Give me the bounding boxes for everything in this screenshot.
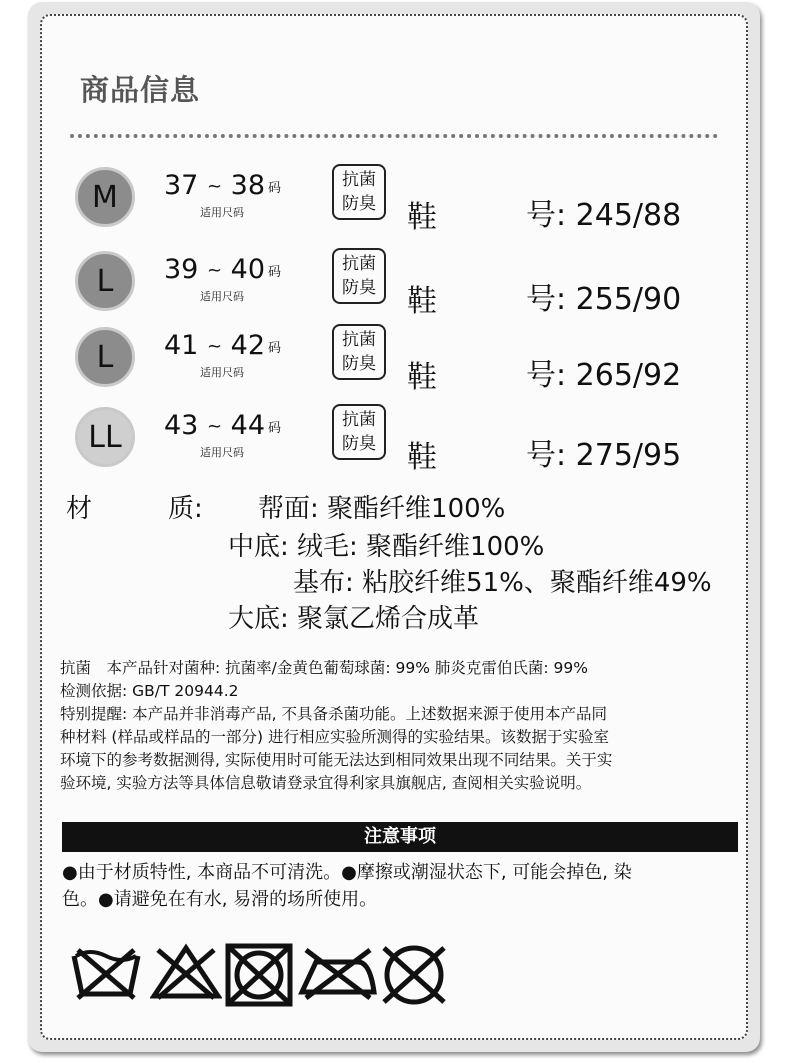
size-badge: M bbox=[75, 167, 135, 227]
notice-line: ●由于材质特性, 本商品不可清洗。●摩擦或潮湿状态下, 可能会掉色, 染 bbox=[62, 862, 632, 883]
size-range: 43 ~ 44 码 bbox=[164, 410, 282, 441]
size-badge: LL bbox=[75, 407, 135, 467]
antibacterial-stamp: 抗菌 防臭 bbox=[332, 324, 386, 380]
page-title: 商品信息 bbox=[80, 73, 201, 107]
shoe-size-number: 号: 245/88 bbox=[526, 198, 682, 233]
info-card bbox=[40, 14, 748, 1040]
frame bbox=[28, 2, 760, 1052]
no-bleach-icon bbox=[150, 942, 222, 1006]
fit-label: 适用尺码 bbox=[200, 290, 244, 303]
notice-title: 注意事项 bbox=[62, 822, 738, 852]
no-wash-icon bbox=[70, 942, 142, 1006]
material-midsole: 中底: 绒毛: 聚酯纤维100% bbox=[228, 532, 545, 562]
notice-line: 色。●请避免在有水, 易滑的场所使用。 bbox=[62, 889, 378, 910]
info-line: 抗菌 本产品针对菌种: 抗菌率/金黄色葡萄球菌: 99% 肺炎克雷伯氏菌: 99% bbox=[60, 659, 589, 677]
dotted-divider bbox=[70, 134, 718, 138]
notice-text bbox=[62, 859, 632, 913]
material-upper: 帮面: 聚酯纤维100% bbox=[258, 494, 506, 524]
no-dry-clean-icon bbox=[378, 942, 450, 1012]
no-iron-icon bbox=[298, 942, 378, 1006]
info-line: 验环境, 实验方法等具体信息敬请登录宜得利家具旗舰店, 查阅相关实验说明。 bbox=[60, 774, 592, 792]
shoe-size-number: 号: 275/95 bbox=[526, 438, 682, 473]
fit-label: 适用尺码 bbox=[200, 206, 244, 219]
shoe-label: 鞋 bbox=[407, 284, 437, 319]
size-row bbox=[40, 246, 740, 319]
shoe-size-number: 号: 265/92 bbox=[526, 358, 682, 393]
info-line: 特别提醒: 本产品并非消毒产品, 不具备杀菌功能。上述数据来源于使用本产品同 bbox=[60, 705, 608, 723]
size-row bbox=[40, 402, 740, 475]
size-range: 39 ~ 40 码 bbox=[164, 254, 282, 285]
info-line: 种材料 (样品或样品的一部分) 进行相应实验所测得的实验结果。该数据于实验室 bbox=[60, 728, 609, 746]
info-line: 环境下的参考数据测得, 实际使用时可能无法达到相同效果出现不同结果。关于实 bbox=[60, 751, 613, 769]
size-badge: L bbox=[75, 251, 135, 311]
antibacterial-stamp: 抗菌 防臭 bbox=[332, 248, 386, 304]
antibacterial-stamp: 抗菌 防臭 bbox=[332, 404, 386, 460]
material-outsole: 大底: 聚氯乙烯合成革 bbox=[228, 604, 480, 634]
material-label-2: 质: bbox=[168, 494, 203, 524]
shoe-label: 鞋 bbox=[407, 440, 437, 475]
shoe-size-number: 号: 255/90 bbox=[526, 282, 682, 317]
size-range: 41 ~ 42 码 bbox=[164, 330, 282, 361]
no-tumble-dry-icon bbox=[224, 942, 296, 1012]
material-base: 基布: 粘胶纤维51%、聚酯纤维49% bbox=[293, 568, 712, 598]
fit-label: 适用尺码 bbox=[200, 446, 244, 459]
size-badge: L bbox=[75, 327, 135, 387]
info-line: 检测依据: GB/T 20944.2 bbox=[60, 682, 239, 700]
shoe-label: 鞋 bbox=[407, 200, 437, 235]
size-row bbox=[40, 322, 740, 395]
material-label-1: 材 bbox=[66, 494, 93, 524]
fit-label: 适用尺码 bbox=[200, 366, 244, 379]
size-row bbox=[40, 162, 740, 235]
antibacterial-stamp: 抗菌 防臭 bbox=[332, 164, 386, 220]
shoe-label: 鞋 bbox=[407, 360, 437, 395]
size-range: 37 ~ 38 码 bbox=[164, 170, 282, 201]
